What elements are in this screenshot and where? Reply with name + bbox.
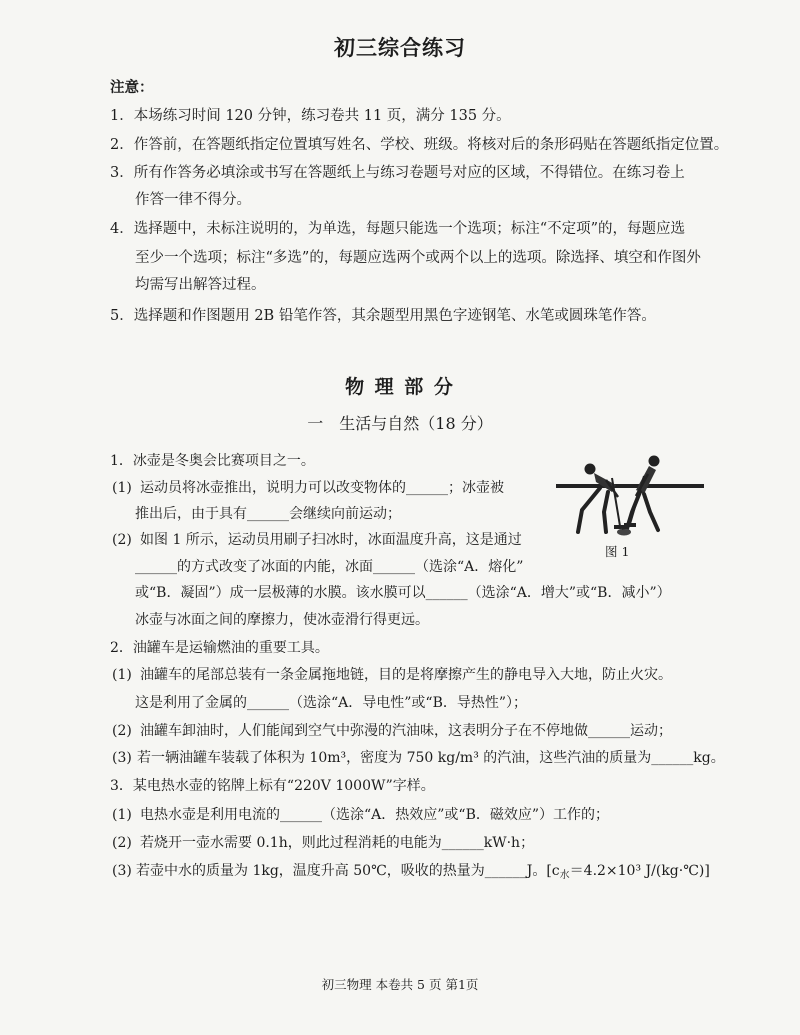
page-title: 初三综合练习: [334, 35, 466, 60]
question-1-part-2-line: 或“B．凝固”）成一层极薄的水膜。该水膜可以______（选涂“A．增大”或“B．减小”）: [135, 585, 671, 601]
curling-sweepers-illustration: [556, 452, 704, 538]
question-2-stem: [110, 639, 329, 657]
left-player-leg: [578, 488, 600, 532]
specific-heat-value: ＝4.2×10³ J/(kg·℃)]: [569, 863, 710, 879]
question-3-part-3-text: 若壶中水的质量为 1kg，温度升高 50℃，吸收的热量为______J。[c: [136, 863, 560, 879]
part-label: (2): [112, 723, 132, 739]
part-label: (2): [112, 532, 132, 548]
question-1-part-1-line: 推出后，由于具有______会继续向前运动；: [135, 506, 401, 522]
question-stem-text: 某电热水壶的铭牌上标有“220V 1000W”字样。: [132, 778, 435, 794]
question-stem-text: 冰壶是冬奥会比赛项目之一。: [132, 453, 315, 469]
question-3-part-1-line: 电热水壶是利用电流的______（选涂“A．热效应”或“B．磁效应”）工作的；: [140, 807, 610, 823]
question-2-part-3-line: 若一辆油罐车装载了体积为 10m³，密度为 750 kg/m³ 的汽油，这些汽油的质量为______kg。: [137, 750, 725, 766]
right-player-leg: [644, 494, 658, 530]
question-3-part-2-line: 若烧开一壶水需要 0.1h，则此过程消耗的电能为______kW·h；: [140, 835, 535, 851]
question-1-part-2-line: 如图 1 所示，运动员用刷子扫冰时，冰面温度升高，这是通过: [140, 532, 522, 548]
notice-item-3-cont: 作答一律不得分。: [135, 192, 251, 208]
notice-heading: 注意：: [110, 79, 154, 96]
question-1-part-2-line: 冰壶与冰面之间的摩擦力，使冰壶滑行得更远。: [135, 612, 429, 628]
question-3-part-3-line: [136, 862, 710, 885]
question-number: 3．: [110, 778, 133, 794]
question-stem-text: 油罐车是运输燃油的重要工具。: [132, 640, 329, 656]
question-3-stem: [110, 777, 435, 795]
part-label: (2): [112, 835, 132, 851]
question-1-stem: [110, 452, 315, 470]
right-broom: [630, 476, 644, 524]
curling-stone-handle: [622, 528, 627, 529]
notice-item-4: 4．选择题中，未标注说明的，为单选，每题只能选一个选项；标注“不定项”的，每题应选: [110, 221, 686, 237]
rink-line: [556, 484, 704, 488]
notice-item-3: 3．所有作答务必填涂或书写在答题纸上与练习卷题号对应的区域，不得错位。在练习卷上: [110, 165, 685, 181]
part-label: (3): [112, 863, 132, 879]
question-2-part-1-line: 油罐车的尾部总装有一条金属拖地链，目的是将摩擦产生的静电导入大地，防止火灾。: [140, 667, 672, 683]
question-2-part-2-line: 油罐车卸油时，人们能闻到空气中弥漫的汽油味，这表明分子在不停地做______运动；: [140, 723, 672, 739]
figure-caption: 图 1: [605, 544, 630, 559]
notice-item-1: 1．本场练习时间 120 分钟，练习卷共 11 页，满分 135 分。: [110, 108, 511, 124]
section-subtitle: 一 生活与自然（18 分）: [307, 414, 493, 433]
question-number: 2．: [110, 640, 133, 656]
right-broom-head: [624, 523, 636, 527]
question-number: 1．: [110, 453, 133, 469]
question-2-part-1-line: 这是利用了金属的______（选涂“A．导电性”或“B．导热性”）；: [135, 695, 528, 711]
part-label: (3): [112, 750, 132, 766]
specific-heat-subscript: 水: [559, 870, 570, 881]
notice-item-4-cont: 均需写出解答过程。: [135, 277, 266, 293]
left-player-leg: [604, 492, 608, 532]
part-label: (1): [112, 807, 132, 823]
left-player-head: [585, 464, 596, 475]
notice-item-5: 5．选择题和作图题用 2B 铅笔作答，其余题型用黑色字迹钢笔、水笔或圆珠笔作答。: [110, 308, 656, 324]
notice-item-2: 2．作答前，在答题纸指定位置填写姓名、学校、班级。将核对后的条形码贴在答题纸指定位置。: [110, 137, 729, 153]
part-label: (1): [112, 480, 132, 496]
question-1-part-1-line: 运动员将冰壶推出，说明力可以改变物体的______；冰壶被: [140, 480, 504, 496]
section-title: 物 理 部 分: [345, 376, 455, 398]
curling-stone: [617, 529, 631, 536]
page-footer: 初三物理 本卷共 5 页 第1页: [321, 977, 479, 992]
part-label: (1): [112, 667, 132, 683]
notice-item-4-cont: 至少一个选项；标注“多选”的，每题应选两个或两个以上的选项。除选择、填空和作图外: [135, 250, 701, 266]
right-player-head: [649, 456, 660, 467]
question-1-part-2-line: ______的方式改变了冰面的内能，冰面______（选涂“A．熔化”: [135, 559, 524, 575]
